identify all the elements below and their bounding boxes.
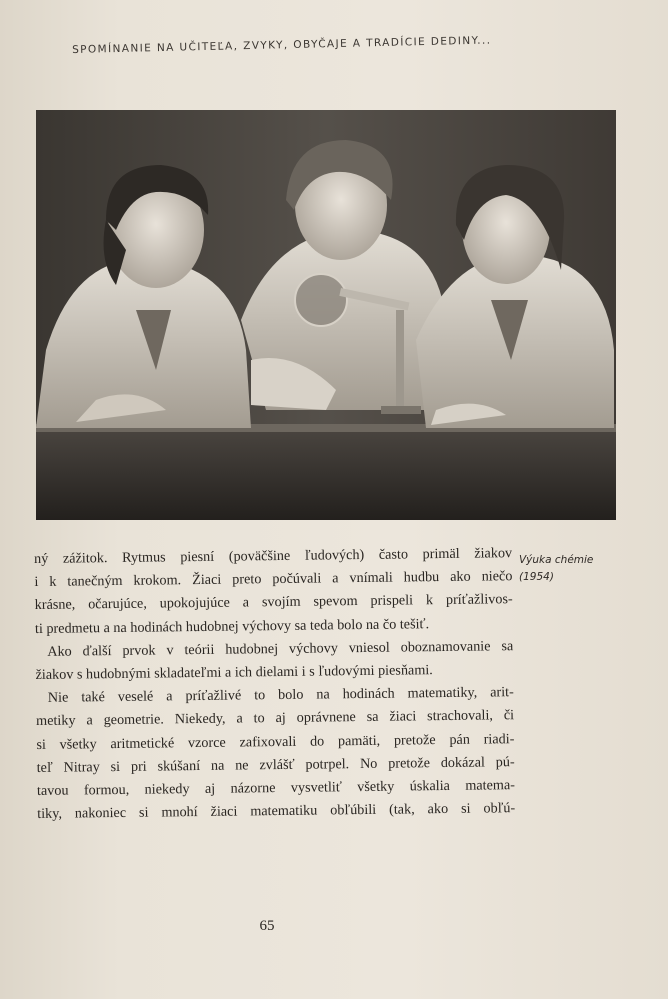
historical-photo-chemistry-lesson <box>36 110 616 520</box>
table <box>36 428 616 520</box>
text-line: ný zážitok. Rytmus piesní (poväčšine ľudových) často primäl žiakov <box>34 545 513 567</box>
photo-illustration <box>36 110 616 520</box>
text-line: Ako ďalší prvok v teórii hudobnej výchovy vniesol oboznamovanie sa <box>47 637 514 660</box>
text-line: ti predmetu a na hodinách hudobnej výchovy sa teda bolo na čo tešiť. <box>34 615 430 637</box>
text-line: tiky, nakoniec si mnohí žiaci matematiku obľúbili (tak, ako si obľú- <box>37 800 516 823</box>
caption-title: Výuka chémie <box>519 554 594 566</box>
text-line: tavou formou, niekedy aj názorne vysvetliť všetky úskalia matema- <box>36 777 516 800</box>
body-text <box>34 542 515 826</box>
text-line: si všetky aritmetické vzorce zafixovali do pamäti, pretože pán riadi- <box>36 730 515 753</box>
text-line: metiky a geometrie. Niekedy, a to aj oprávnene sa žiaci strachovali, či <box>36 707 515 730</box>
text-line: krásne, očarujúce, upokojujúce a svojím spevom prispeli k príťažlivos- <box>34 591 513 614</box>
running-header: SPOMÍNANIE NA UČITEĽA, ZVYKY, OBYČAJE A TRADÍCIE DEDINY... <box>72 34 492 56</box>
text-line: žiakov s hudobnými skladateľmi a ich dielami i s ľudovými piesňami. <box>35 662 433 684</box>
photo-caption <box>519 552 639 586</box>
text-line: i k tanečným krokom. Žiaci preto počúvali a vnímali hudbu ako niečo <box>34 568 513 591</box>
caption-year: (1954) <box>519 571 554 583</box>
page-number: 65 <box>259 918 275 934</box>
text-line: Nie také veselé a príťažlivé to bolo na hodinách matematiky, arit- <box>47 684 514 707</box>
text-line: teľ Nitray si pri skúšaní na ne zvlášť potrpel. No pretože dokázal pú- <box>36 753 515 776</box>
